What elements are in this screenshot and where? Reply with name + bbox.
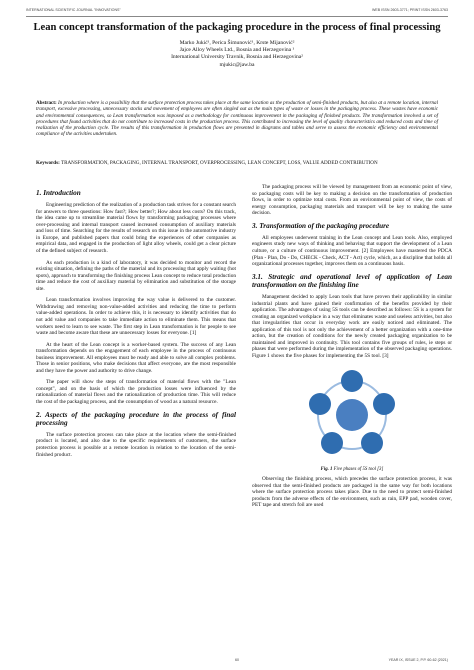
- author-block: [26, 40, 448, 69]
- phase-node: [361, 432, 383, 454]
- left-column: [36, 184, 236, 463]
- paragraph: The packaging process will be viewed by management from an economic point of view, so packaging costs will be key to making a decision on the transformation of production flows, in order to optimize total costs. From an environmental point of view, the costs of energy consumption, packaging materials and transport will be key to making the same decision.: [252, 184, 452, 217]
- caption-text: Five phases of 5S tool [3]: [333, 466, 384, 472]
- affiliation-2: International University Travnik, Bosnia and Herzegovina²: [171, 54, 303, 61]
- page-number: 60: [235, 658, 239, 662]
- affiliation-1: Jajce Alloy Wheels Ltd., Bosnia and Herzegovina ¹: [179, 47, 295, 54]
- phase-node: [341, 370, 363, 392]
- paragraph: Lean transformation involves improving the way value is delivered to the customer. Withdrawing and removing non-value-added activities and reducing the time to perform value-added operations. In order to achieve this, it is necessary to identify activities that do not add value and companies to take immediate action to eliminate them. This means that workers need to learn to see waste. The first step in Lean transformation is for people to see waste and become aware that these are unnecessary losses for everyone. [1]: [36, 297, 236, 337]
- abstract: [36, 100, 438, 138]
- caption-label: Fig. 1: [320, 466, 333, 472]
- issn-info: WEB ISSN 2603-3771; PRINT ISSN 2603-3763: [371, 8, 448, 12]
- section-heading-transformation: 3. Transformation of the packaging procedure: [252, 221, 390, 230]
- right-column: [252, 184, 452, 514]
- paragraph: All employees underwent training in the Lean concept and Lean tools. Also, employed engineers study new ways of thinking and behaving that support the development of a Lean culture, or a culture of continuous improvement. [2] Employees have mastered the PDCA (Plan - Plan, Do - Do, CHECK - Check, ACT - Act) cycle, which, as a discipline that holds all organizational processes together, improves them on a continuous basis.: [252, 234, 452, 268]
- 5s-phases-diagram: [257, 365, 447, 465]
- phase-node: [373, 393, 395, 415]
- paragraph: Observing the finishing process, which precedes the surface protection process, it was observed that the semi-finished products are packaged in the same way for both locations where the surface protection process takes place. Due to the need to protect semi-finished products from the adverse effects of the environment, such as rain, EPP pad, wooden cover, PET tape and stretch foil are used: [252, 476, 452, 509]
- keywords: [36, 160, 438, 166]
- keywords-label: Keywords:: [36, 160, 60, 166]
- abstract-label: Abstract:: [36, 100, 57, 106]
- running-footer: [26, 656, 448, 664]
- keywords-text: TRANSFORMATION, PACKAGING, INTERNAL TRANSPORT, OVERPROCESSING, LEAN CONCEPT, LOSS, VALUE ADDED CONTRIBUTION: [60, 160, 378, 166]
- running-header: [26, 6, 448, 17]
- paragraph: Engineering prediction of the realization of a production task strives for a constant search for answers to three questions: How fast?; How better?; How about less costs? On this track, the idea came up to streamline material flows by transforming packaging processes where over-processing and internal transport caused increased consumption of auxiliary materials and loss of time. Searching for the results of research on this issue in the automotive industry in Europe, and published papers that could bring the experiences of other companies as empirical data, and engaged in the production of light alloy wheels, could get a clear picture of the defined subject of research.: [36, 202, 236, 255]
- phase-node: [321, 432, 343, 454]
- paragraph: The paper will show the steps of transformation of material flows with the "Lean concept", and on the basis of which the production losses were influenced by the rationalization of material flows and the rationalization of production time. This will reduce the cost of the packaging process, and the consumption of wood as a natural resource.: [36, 379, 236, 405]
- section-heading-packaging-aspects: 2. Aspects of the packaging procedure in the process of final processing: [36, 410, 236, 427]
- journal-name: INTERNATIONAL SCIENTIFIC JOURNAL "INNOVATIONS": [26, 8, 121, 12]
- paragraph: Management decided to apply Lean tools that have proven their applicability in similar industrial plants and have gained their confirmation of the benefits provided by their application. The advantages of using 5S tools can be described as follows: 5S is a system for creating an organized workplace in a way that eliminates waste and useless activities, but also that irregularities that occur in everyday work are easily noticed and eliminated. The application of this tool is not only the achievement of a better organization with a one-time action, but the creation of conditions for the newly created packaging organization to be maintained and improved in continuity. This tool contains five groups of rules, ie steps or phases that were performed during the implementation of the observed packaging operations. Figure 1 shows the five phases for implementing the 5S tool. [3]: [252, 294, 452, 359]
- paragraph: As each production is a kind of laboratory, it was decided to monitor and record the existing situation, defining the paths of the material and its processing that apply waiting (hot spots), approach to transforming the finishing process Lean concept to reduce total production time and reduce the cost of auxiliary material by elimination and substitution of the storage site.: [36, 259, 236, 292]
- abstract-text: In production where is a possibility that the surface protection process takes place at the same location as the production of semi-finished products, but also at a remote location, internal transport, excessive processing, unnecessary stocks and movement of employees are often singled out as the main types of waste or losses in the packaging process. These wastes have economic and environmental consequences, so Lean transformation was imposed as a methodology for continuous improvement in the packaging of finished products. The transformation involved a set of procedures that found activities that do not contribute to increased costs in the production process. This contributed to increasing the level of quality characteristics and reduced costs and time of realization of the production cycle. The results of this transformation in production flows are presented in diagrams and tables and serve to assess the economic efficiency and environmental compliance of the activities undertaken.: [36, 100, 438, 138]
- paper-title: Lean concept transformation of the packaging procedure in the process of final processing: [33, 22, 441, 33]
- section-heading-introduction: 1. Introduction: [36, 189, 81, 197]
- figure-caption: [252, 467, 452, 474]
- author-email: mjukic@jaw.ba: [219, 61, 255, 68]
- subsection-heading-strategic-level: 3.1. Strategic and operational level of application of Lean transformation on the finishing line: [252, 272, 452, 289]
- paragraph: At the heart of the Lean concept is a worker-based system. The success of any Lean transformation depends on the engagement of each employee in the process of continuous business improvement. All employees must be ready and able to solve all complex problems. Those in senior positions, who make decisions that affect everyone, are the most responsible and they have the power and authority to drive change.: [36, 341, 236, 374]
- author-names: Marko Jukić¹, Perica Šimunović¹, Krste Mijanović²: [179, 40, 295, 46]
- phase-node: [309, 393, 331, 415]
- issue-info: YEAR IX, ISSUE 2, P.P. 60-62 (2021): [388, 658, 448, 662]
- center-circle: [336, 399, 368, 431]
- paragraph: The surface protection process can take place at the location where the semi-finished product is located, and also due to the specific requirements of customers, the surface protection process is possible at a remote location in relation to the location of the semi-finished product.: [36, 431, 236, 458]
